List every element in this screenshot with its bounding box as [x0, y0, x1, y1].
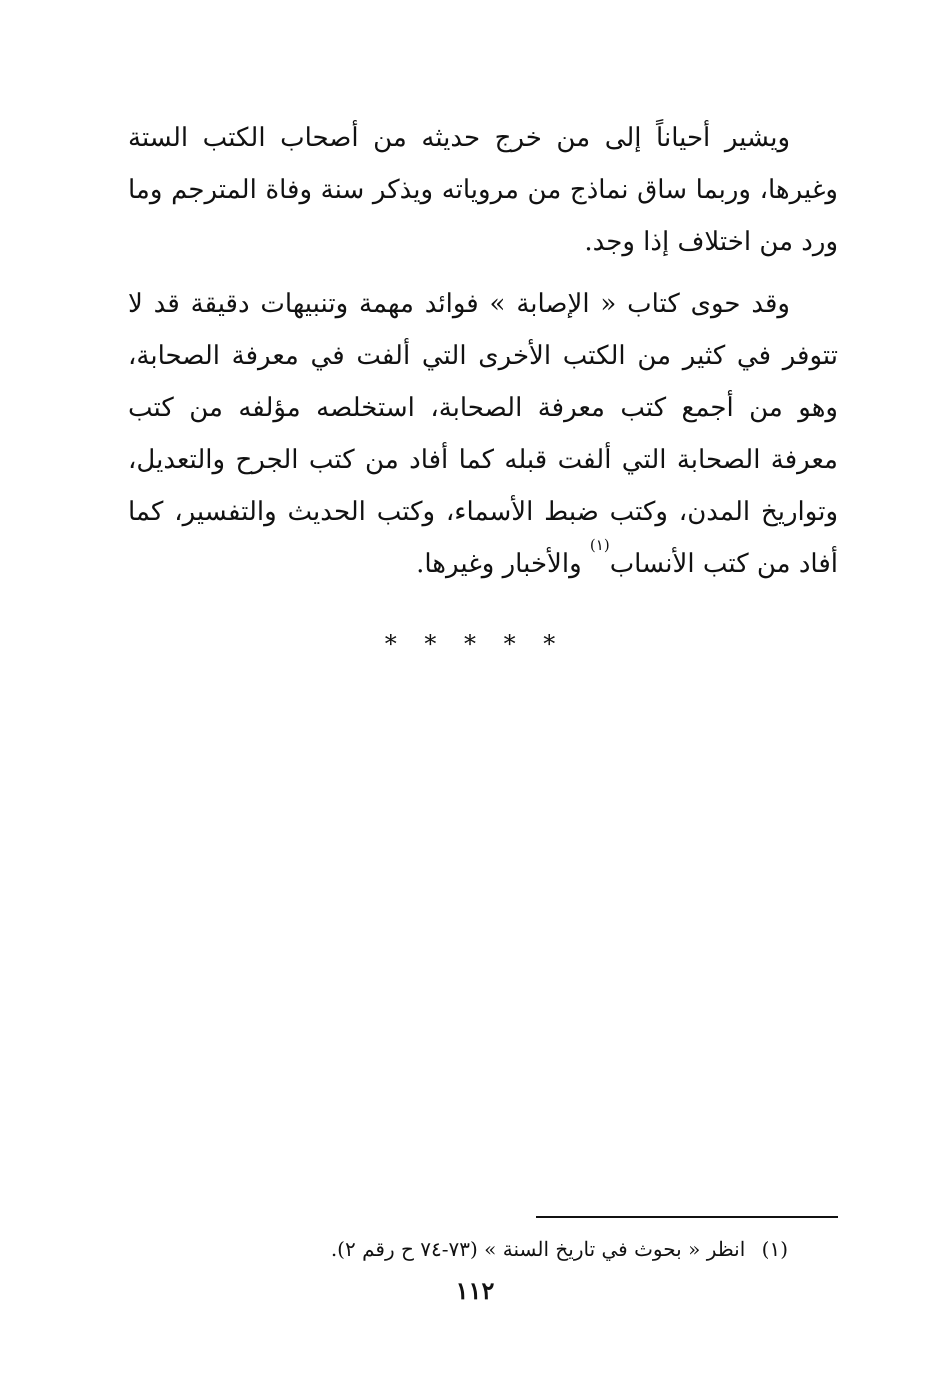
footnote [128, 1232, 788, 1266]
paragraph-2-text: وقد حوى كتاب « الإصابة » فوائد مهمة وتنبيهات دقيقة قد لا تتوفر في كثير من الكتب الأخرى التي ألفت في معرفة الصحابة، وهو من أجمع كتب معرفة الصحابة، استخلصه مؤلفه من كتب معرفة الصحابة التي ألفت قبله كما أفاد من كتب الجرح والتعديل، وتواريخ المدن، وكتب ضبط الأسماء، وكتب الحديث والتفسير، كما أفاد من كتب الأنساب [128, 289, 838, 579]
footnote-divider [536, 1216, 838, 1218]
section-separator: * * * * * [384, 630, 566, 658]
paragraph-2 [128, 278, 838, 590]
page-number: ١١٢ [455, 1276, 495, 1305]
footnote-reference[interactable]: (١) [589, 536, 610, 554]
paragraph-2-tail: والأخبار وغيرها. [416, 549, 590, 579]
footnote-text: انظر « بحوث في تاريخ السنة » (٧٣-٧٤ ح رقم ٢). [330, 1237, 746, 1261]
footnote-number: (١) [761, 1237, 788, 1261]
paragraph-1: ويشير أحياناً إلى من خرج حديثه من أصحاب الكتب الستة وغيرها، وربما ساق نماذج من مروياته ويذكر سنة وفاة المترجم وما ورد من اختلاف إذا وجد. [128, 123, 838, 257]
main-text [128, 112, 838, 594]
